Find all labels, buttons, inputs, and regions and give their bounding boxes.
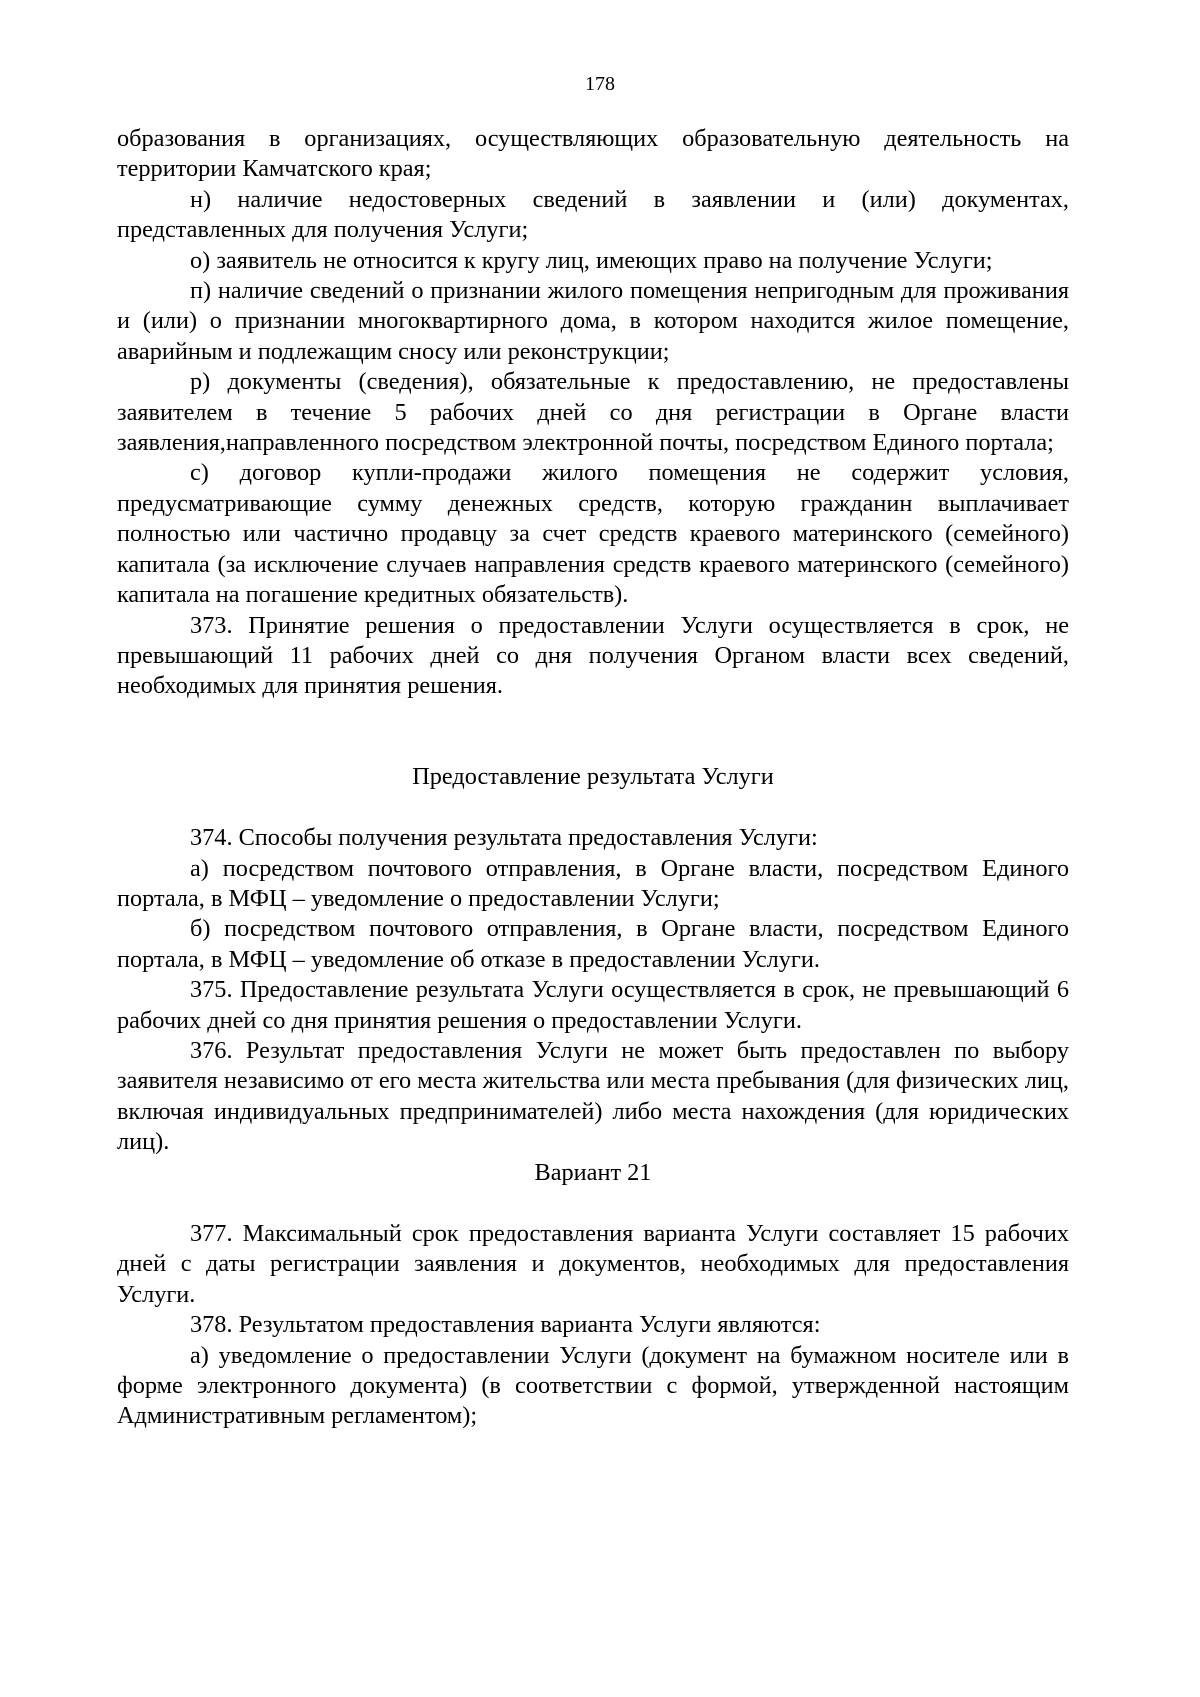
clause-374-item-a: а) посредством почтового отправления, в Органе власти, посредством Единого портала, в МФЦ – уведомление о предоставлении Услуги;: [117, 854, 1069, 912]
clause-375: 375. Предоставление результата Услуги осуществляется в срок, не превышающий 6 рабочих дней со дня принятия решения о предоставлении Услуги.: [117, 976, 1069, 1034]
clause-376: 376. Результат предоставления Услуги не может быть предоставлен по выбору заявителя независимо от его места жительства или места пребывания (для физических лиц, включая индивидуальных предпринимателей) либо места нахождения (для юридических лиц).: [117, 1036, 1069, 1156]
document-body: [117, 124, 1069, 1432]
clause-378: 378. Результатом предоставления варианта Услуги являются:: [190, 1311, 821, 1339]
list-item-r: р) документы (сведения), обязательные к предоставлению, не предоставлены заявителем в течение 5 рабочих дней со дня регистрации в Органе власти заявления,направленного посредством электронной почты, посредством Единого портала;: [117, 368, 1069, 457]
list-item-p: п) наличие сведений о признании жилого помещения непригодным для проживания и (или) о признании многоквартирного дома, в котором находится жилое помещение, аварийным и подлежащим сносу или реконструкции;: [117, 277, 1069, 365]
clause-378-item-a: а) уведомление о предоставлении Услуги (документ на бумажном носителе или в форме электронного документа) (в соответствии с формой, утвержденной настоящим Административным регламентом);: [117, 1341, 1069, 1430]
list-item-s: с) договор купли-продажи жилого помещения не содержит условия, предусматривающие сумму денежных средств, которую гражданин выплачивает полностью или частично продавцу за счет средств краевого материнского (семейного) капитала (за исключение случаев направления средств краевого материнского (семейного) капитала на погашение кредитных обязательств).: [117, 459, 1069, 609]
section-heading-variant: Вариант 21: [534, 1158, 652, 1186]
paragraph-continuation: образования в организациях, осуществляющих образовательную деятельность на территории Камчатского края;: [117, 125, 1069, 183]
clause-377: 377. Максимальный срок предоставления варианта Услуги составляет 15 рабочих дней с даты регистрации заявления и документов, необходимых для предоставления Услуги.: [117, 1220, 1069, 1308]
page-number: 178: [585, 73, 615, 95]
list-item-n: н) наличие недостоверных сведений в заявлении и (или) документах, представленных для получения Услуги;: [117, 185, 1069, 244]
clause-374: 374. Способы получения результата предоставления Услуги:: [190, 824, 818, 852]
clause-374-item-b: б) посредством почтового отправления, в Органе власти, посредством Единого портала, в МФЦ – уведомление об отказе в предоставлении Услуги.: [117, 915, 1069, 973]
section-heading-result: Предоставление результата Услуги: [412, 762, 774, 790]
list-item-o: о) заявитель не относится к кругу лиц, имеющих право на получение Услуги;: [190, 246, 993, 274]
clause-373: 373. Принятие решения о предоставлении Услуги осуществляется в срок, не превышающий 11 рабочих дней со дня получения Органом власти всех сведений, необходимых для принятия решения.: [117, 611, 1069, 700]
